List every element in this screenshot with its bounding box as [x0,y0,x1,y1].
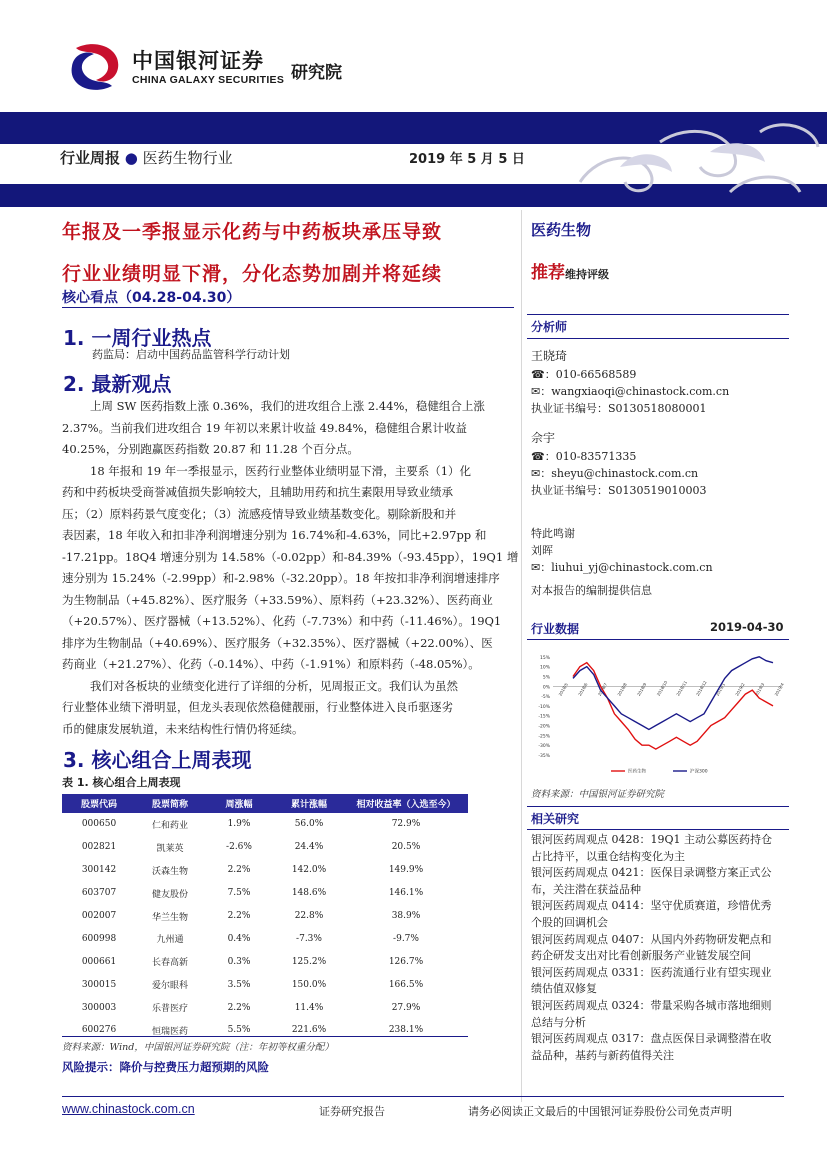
phone-icon: ☎ [531,368,545,381]
x-tick-label: 2018/7 [596,682,609,697]
phone-number: 010-66568589 [555,368,637,381]
body-line: 为生物制品（+45.82%）、医疗服务（+33.59%）、原料药（+23.32%）、医药商业 [62,592,493,607]
analyst-phone: ☎：010-66568589 [531,368,637,381]
rating-note: 维持评级 [565,268,609,281]
stock-name: 凯莱英 [156,843,184,854]
industry-name: 医药生物行业 [142,149,233,167]
x-tick-label: 2018/8 [616,682,628,697]
y-tick-label: -10% [538,704,550,710]
stock-code: 000661 [81,956,117,967]
rating [531,258,609,283]
section-3-heading: 3. 核心组合上周表现 [63,748,252,772]
related-list [531,832,781,1064]
phone-number: 010-83571335 [555,450,637,463]
x-tick-label: 2018/9 [636,682,648,697]
banner-report-line [60,147,233,168]
related-item[interactable]: 银河医药周观点 0317：盘点医保目录调整潜在收益品种，基药与新药值得关注 [531,1032,772,1062]
analyst-cert: 执业证书编号：S0130519010003 [531,484,707,497]
related-item[interactable]: 银河医药周观点 0324：带量采购各城市落地细则总结与分析 [531,998,772,1029]
table-title: 表 1. 核心组合上周表现 [62,776,181,789]
cumulative-change: 150.0% [291,979,327,990]
weekly-change: 7.5% [227,888,251,899]
analyst-1 [531,348,729,417]
stock-code: 002821 [81,842,117,853]
table-source: 资料来源：Wind，中国银河证券研究院（注：年初等权重分配） [62,1042,334,1053]
analyst-cert: 执业证书编号：S0130518080001 [531,402,707,415]
cumulative-change: 221.6% [291,1025,327,1036]
column-header: 股票代码 [62,794,136,813]
cloud-pattern-decoration [560,112,827,207]
table-row [62,905,468,928]
x-tick-label: 2019/4 [773,682,785,697]
stock-name: 爱尔眼科 [151,981,188,992]
title-underline [62,307,514,308]
cumulative-change: 11.4% [294,1002,324,1013]
column-header: 股票简称 [136,794,204,813]
bullet-dot: ● [124,149,138,167]
thanks-label: 特此鸣谢 [531,527,575,540]
section-1-item: 药监局：启动中国药品监管科学行动计划 [92,348,290,361]
stock-code: 002007 [81,911,117,921]
cumulative-change: -7.3% [296,933,322,944]
risk-warning [62,1059,269,1075]
stock-code: 600276 [81,1025,117,1036]
stock-code: 600998 [81,933,117,944]
cumulative-change: 142.0% [291,865,327,876]
y-tick-label: 0% [542,685,550,691]
x-tick-label: 2018/12 [694,679,708,697]
weekly-change: 0.3% [227,956,251,967]
table-row [62,950,468,973]
body-line: 18 年报和 19 年一季报显示，医药行业整体业绩明显下滑，主要系（1）化 [90,463,472,478]
footer-rule [62,1096,784,1097]
cumulative-change: 56.0% [294,819,324,830]
rating-value: 推荐 [531,263,565,283]
data-rule [527,639,789,640]
stock-name: 九州通 [156,935,184,946]
thanks-note: 对本报告的编制提供信息 [531,584,652,597]
table-row [62,882,468,905]
analyst-2 [531,430,707,499]
x-tick-label: 2019/1 [714,682,726,697]
analyst-email[interactable]: ✉：sheyu@chinastock.com.cn [531,467,699,480]
y-tick-label: -25% [538,734,550,740]
related-item[interactable]: 银河医药周观点 0414：坚守优质赛道，珍惜优秀个股的回调机会 [531,899,772,929]
stock-code: 603707 [81,888,117,899]
analyst-heading: 分析师 [531,320,568,334]
core-view-label: 核心看点（04.28-04.30） [62,290,241,306]
thanks-email[interactable]: ✉：liuhui_yj@chinastock.com.cn [531,561,713,574]
acknowledgement [531,525,713,599]
analyst-bottom-rule [527,338,789,339]
body-line: 表因素，18 年收入和扣非净利润增速分别为 16.74%和-4.63%，同比+2.97pp 和 [62,528,487,542]
stock-code: 300015 [81,979,117,990]
chart-source: 资料来源：中国银河证券研究院 [531,789,665,800]
y-tick-label: -15% [538,714,550,720]
related-item[interactable]: 银河医药周观点 0421：医保目录调整方案正式公布，关注潜在获益品种 [531,866,772,896]
y-tick-label: -30% [538,744,550,750]
body-line: 排序为生物制品（+40.69%）、医疗服务（+32.35%）、医疗器械（+22.00%）、医 [62,635,493,650]
institute-name: 研究院 [291,63,342,83]
x-tick-label: 2019/3 [753,682,766,697]
table-row [62,813,468,836]
relative-return: 38.9% [391,911,421,921]
column-header: 累计涨幅 [274,794,344,813]
body-line: 速分别为 15.24%（-2.99pp）和-2.98%（-32.20pp）。18 年按扣非净利润增速排序 [62,571,500,585]
stock-name: 恒瑞医药 [151,1026,188,1037]
related-bottom-rule [527,829,789,830]
y-tick-label: 10% [539,665,550,671]
weekly-change: 5.5% [227,1025,251,1036]
relative-return: 126.7% [388,956,424,967]
relative-return: 238.1% [388,1025,424,1036]
y-tick-label: -5% [541,695,550,701]
phone-icon: ☎ [531,450,545,463]
body-line: 上周 SW 医药指数上涨 0.36%，我们的进攻组合上涨 2.44%，稳健组合上涨 [90,399,485,413]
report-title-line-2: 行业业绩明显下滑，分化态势加剧并将延续 [62,263,443,285]
stock-code: 300003 [81,1002,117,1013]
stock-code: 000650 [81,819,117,830]
body-line: 2.37%。当前我们进攻组合 19 年初以来累计收益 49.84%，稳健组合累计收益 [62,420,467,435]
stock-name: 乐普医疗 [151,1004,188,1015]
portfolio-table [62,794,468,1042]
industry-data-label: 行业数据 [531,622,580,636]
section-2-heading: 2. 最新观点 [63,372,172,396]
series-line-csi300 [573,657,773,730]
relative-return: 27.9% [391,1002,421,1013]
industry-data-date: 2019-04-30 [710,620,784,634]
x-tick-label: 2018/6 [577,682,589,697]
footer-disclaimer: 请务必阅读正文最后的中国银河证券股份公司免责声明 [468,1105,732,1118]
y-tick-label: -20% [538,724,550,730]
weekly-change: 2.2% [227,1002,251,1013]
cumulative-change: 148.6% [291,888,327,899]
header-banner [0,112,827,207]
email-address[interactable]: wangxiaoqi@chinastock.com.cn [551,385,730,398]
table-bottom-rule [62,1036,468,1037]
weekly-change: 1.9% [227,819,251,830]
related-top-rule [527,806,789,807]
x-tick-label: 2018/5 [557,682,569,697]
relative-return: 72.9% [391,819,421,830]
related-item[interactable]: 银河医药周观点 0407：从国内外药物研发靶点和药企研发支出对比看创新服务产业链发展空间 [531,932,772,963]
report-title-line-1: 年报及一季报显示化药与中药板块承压导致 [62,221,443,243]
table-row [62,973,468,996]
relative-return: 166.5% [388,979,424,990]
thanks-name: 刘晖 [531,544,553,557]
relative-return: 146.1% [388,888,424,899]
risk-text: 降价与控费压力超预期的风险 [119,1060,269,1074]
x-tick-label: 2019/2 [734,682,746,697]
footer-center: 证券研究报告 [319,1105,385,1118]
body-line: 压；（2）原料药景气度变化；（3）流感疫情导致业绩基数变化。剔除新股和并 [62,506,457,521]
y-tick-label: 5% [542,675,550,681]
cumulative-change: 24.4% [294,842,324,853]
sidebar-industry: 医药生物 [531,221,592,239]
stock-name: 华兰生物 [151,912,188,923]
body-line: 行业整体业绩下滑明显，但龙头表现依然稳健靓丽，行业整体进入良币驱逐劣 [62,700,453,714]
stock-code: 300142 [81,865,117,876]
y-tick-label: 15% [539,655,550,661]
table-row [62,996,468,1019]
relative-return: 149.9% [388,865,424,876]
column-header: 相对收益率（入选至今） [344,794,468,813]
email-address[interactable]: sheyu@chinastock.com.cn [551,467,699,480]
legend-label: 医药生物 [628,769,646,775]
body-line: -17.21pp。18Q4 增速分别为 14.58%（-0.02pp）和-84.39%（-93.45pp），19Q1 增 [62,549,519,564]
body-line: 40.25%，分别跑赢医药指数 20.87 和 11.28 个百分点。 [62,442,359,456]
mail-icon: ✉ [531,467,541,480]
column-header: 周涨幅 [204,794,274,813]
cumulative-change: 125.2% [291,956,327,967]
email-address[interactable]: liuhui_yj@chinastock.com.cn [551,561,713,574]
section-2-body [62,396,520,740]
mail-icon: ✉ [531,561,541,574]
cumulative-change: 22.8% [294,911,324,921]
body-line: （+20.57%）、医疗器械（+13.52%）、化药（-7.73%）和中药（-11.46%）。19Q1 [62,614,502,628]
risk-label: 风险提示： [62,1060,120,1074]
related-heading: 相关研究 [531,812,580,826]
section-1-heading: 1. 一周行业热点 [63,326,212,350]
weekly-change: 0.4% [227,933,251,944]
stock-name: 健友股份 [151,889,188,900]
stock-name: 仁和药业 [151,820,188,831]
x-tick-label: 2018/11 [675,679,688,697]
weekly-change: 2.2% [227,911,251,921]
body-line: 药商业（+21.27%）、化药（-0.14%）、中药（-1.91%）和原料药（-48.05%）。 [62,657,480,671]
stock-name: 沃森生物 [151,866,188,877]
analyst-name: 王晓琦 [531,349,568,363]
report-date: 2019 年 5 月 5 日 [409,152,525,167]
body-line: 我们对各板块的业绩变化进行了详细的分析，见周报正文。我们认为虽然 [90,678,458,693]
series-line-pharma [573,663,773,749]
table-header-row [62,794,468,813]
stock-name: 长春高新 [151,958,188,969]
analyst-name: 佘宇 [531,431,556,445]
legend-label: 沪深300 [690,769,708,775]
weekly-change: 3.5% [227,979,251,990]
y-tick-label: -35% [538,754,550,759]
company-logo [66,40,126,94]
sidebar-divider [521,210,522,1102]
body-line: 药和中药板块受商誉减值损失影响较大，且辅助用药和抗生素限用导致业绩承 [62,485,453,499]
related-item[interactable]: 银河医药周观点 0331：医药流通行业有望实现业绩估值双修复 [531,965,772,996]
report-type: 行业周报 [60,149,121,167]
table-row [62,927,468,950]
table-row [62,836,468,859]
logo-chinese-name: 中国银河证券 [132,49,264,73]
related-item[interactable]: 银河医药周观点 0428：19Q1 主动公募医药持仓占比持平，以重仓结构变化为主 [531,833,772,863]
x-tick-label: 2018/10 [655,679,669,697]
relative-return: 20.5% [391,842,421,853]
analyst-top-rule [527,314,789,315]
analyst-phone: ☎：010-83571335 [531,450,637,463]
logo-english-name: CHINA GALAXY SECURITIES [132,74,285,86]
industry-trend-chart [531,643,787,778]
analyst-email[interactable]: ✉：wangxiaoqi@chinastock.com.cn [531,385,730,398]
body-line: 币的健康发展轨道，未来结构性行情仍将延续。 [62,721,304,736]
mail-icon: ✉ [531,385,541,398]
relative-return: -9.7% [393,933,419,944]
footer-website[interactable]: www.chinastock.com.cn [62,1102,195,1116]
table-row [62,859,468,882]
weekly-change: -2.6% [226,842,252,853]
weekly-change: 2.2% [227,865,251,876]
